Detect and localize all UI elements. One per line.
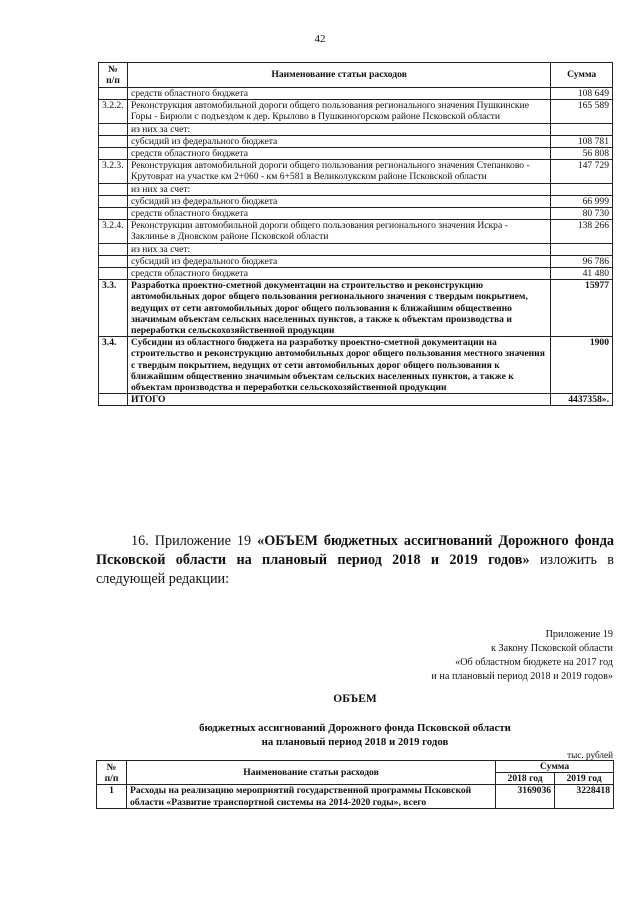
table-row: [99, 208, 613, 220]
header-sum: Сумма: [551, 63, 613, 88]
row-name: Субсидии из областного бюджета на разработку проектно-сметной документации на строительство и реконструкцию автомобильных дорог общего пользования местного значения с твердым покрытием, ведущих от сети автомобильных дорог общего пользования к ближайшим общественно значимым объектам сельских населенных пунктов, а также к объектам производства и переработки сельскохозяйственной продукции: [127, 337, 550, 394]
table-row: [99, 394, 613, 406]
row-number: [99, 135, 128, 147]
row-number: [99, 255, 128, 267]
table-row: [99, 183, 613, 195]
row-number: [99, 268, 128, 280]
table-header-row: [97, 761, 614, 773]
row-name: Реконструкция автомобильной дороги общего пользования регионального значения Степанково - Крутоврат на участке км 2+060 - км 6+581 в Великолукском районе Псковской области: [127, 160, 550, 183]
expenses-table: [98, 62, 613, 406]
plan-table-body: [97, 785, 614, 808]
row-number: 3.3.: [99, 280, 128, 337]
units-label: тыс. рублей: [567, 750, 613, 760]
doc-subtitle-line: бюджетных ассигнований Дорожного фонда Псковской области: [199, 722, 511, 734]
paragraph-quote: «ОБЪЕМ бюджетных ассигнований Дорожного фонда Псковской области на плановый период 2018 и 2019 годов»: [96, 533, 615, 568]
row-sum: 4437358».: [551, 394, 613, 406]
row-sum: 138 266: [551, 220, 613, 243]
row-name: средств областного бюджета: [127, 268, 550, 280]
row-number: [99, 195, 128, 207]
row-name: из них за счет:: [127, 243, 550, 255]
table-row: [99, 148, 613, 160]
row-number: [99, 394, 128, 406]
row-number: [99, 208, 128, 220]
table-row: [97, 785, 614, 808]
row-sum: 147 729: [551, 160, 613, 183]
paragraph-lead: Приложение 19: [154, 533, 252, 549]
doc-subtitle: [96, 721, 614, 749]
paragraph-number: 16.: [131, 533, 149, 549]
table-row: [99, 220, 613, 243]
row-number: 3.2.2.: [99, 100, 128, 123]
row-sum: 1900: [551, 337, 613, 394]
row-name: Разработка проектно-сметной документации на строительство и реконструкцию автомобильных дорог общего пользования регионального значения с твердым покрытием, ведущих от сети автомобильных дорог общего пользования к ближайшим общественно значимым объектам сельских населенных пунктов, а также к объектам производства и переработки сельскохозяйственной продукции: [127, 280, 550, 337]
row-sum: [551, 183, 613, 195]
row-number: 3.2.3.: [99, 160, 128, 183]
appendix-line: к Закону Псковской области: [491, 643, 613, 654]
page-number: 42: [314, 33, 326, 45]
row-name: Расходы на реализацию мероприятий государственной программы Псковской области «Развитие транспортной системы на 2014-2020 годы», всего: [126, 785, 495, 808]
expenses-table-body: [99, 88, 613, 406]
doc-subtitle-line: на плановый период 2018 и 2019 годов: [261, 736, 449, 748]
header-name: Наименование статьи расходов: [126, 761, 495, 785]
row-name: из них за счет:: [127, 123, 550, 135]
table-row: [99, 280, 613, 337]
table-row: [99, 123, 613, 135]
table-header-row: [99, 63, 613, 88]
appendix-line: Приложение 19: [545, 629, 613, 640]
paragraph-tail: изложить в следующей редакции:: [96, 552, 615, 587]
row-name: ИТОГО: [127, 394, 550, 406]
row-name: Реконструкции автомобильной дороги общего пользования регионального значения Искра - Заклинье в Дновском районе Псковской области: [127, 220, 550, 243]
row-sum: 80 730: [551, 208, 613, 220]
appendix-reference: [313, 628, 613, 684]
header-num: № п/п: [97, 761, 127, 785]
table-row: [99, 255, 613, 267]
row-sum: [551, 123, 613, 135]
row-number: 3.2.4.: [99, 220, 128, 243]
table-row: [99, 160, 613, 183]
row-name: средств областного бюджета: [127, 148, 550, 160]
row-sum: 96 786: [551, 255, 613, 267]
row-name: средств областного бюджета: [127, 208, 550, 220]
table-row: [99, 100, 613, 123]
row-sum: 41 480: [551, 268, 613, 280]
row-number: 3.4.: [99, 337, 128, 394]
row-sum: 108 781: [551, 135, 613, 147]
appendix-line: «Об областном бюджете на 2017 год: [455, 657, 613, 668]
row-sum: 66 999: [551, 195, 613, 207]
row-number: [99, 123, 128, 135]
row-name: Реконструкция автомобильной дороги общего пользования регионального значения Пушкинские Горы - Бирюли с подъездом к дер. Крылово в Пушкиногорском районе Псковской области: [127, 100, 550, 123]
row-number: [99, 183, 128, 195]
row-number: 1: [97, 785, 127, 808]
row-sum-2018: 3169036: [496, 785, 555, 808]
table-row: [99, 268, 613, 280]
doc-title: ОБЪЕМ: [333, 693, 377, 705]
row-name: субсидий из федерального бюджета: [127, 195, 550, 207]
row-name: средств областного бюджета: [127, 88, 550, 100]
row-number: [99, 243, 128, 255]
table-row: [99, 135, 613, 147]
row-name: субсидий из федерального бюджета: [127, 135, 550, 147]
row-sum: 15977: [551, 280, 613, 337]
table-row: [99, 243, 613, 255]
table-row: [99, 88, 613, 100]
row-number: [99, 148, 128, 160]
row-number: [99, 88, 128, 100]
header-sum: Сумма: [496, 761, 614, 773]
row-sum: [551, 243, 613, 255]
row-sum-2019: 3228418: [555, 785, 614, 808]
header-2019: 2019 год: [555, 773, 614, 785]
row-name: из них за счет:: [127, 183, 550, 195]
amendment-paragraph: [96, 532, 614, 589]
table-row: [99, 337, 613, 394]
header-2018: 2018 год: [496, 773, 555, 785]
plan-table: [96, 760, 614, 809]
appendix-line: и на плановый период 2018 и 2019 годов»: [431, 671, 613, 682]
row-name: субсидий из федерального бюджета: [127, 255, 550, 267]
header-name: Наименование статьи расходов: [127, 63, 550, 88]
header-num: № п/п: [99, 63, 128, 88]
table-row: [99, 195, 613, 207]
row-sum: 108 649: [551, 88, 613, 100]
row-sum: 165 589: [551, 100, 613, 123]
row-sum: 56 808: [551, 148, 613, 160]
